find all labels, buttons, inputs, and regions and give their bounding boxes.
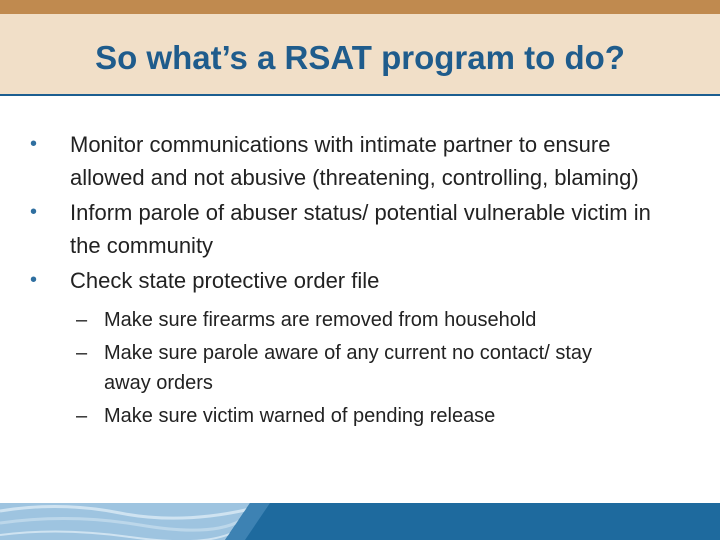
footer-graphic xyxy=(0,503,720,540)
bullet-text: Monitor communications with intimate partner to ensure allowed and not abusive (threatening, controlling, blaming) xyxy=(70,132,639,190)
sub-bullet-text: Make sure parole aware of any current no contact/ stay away orders xyxy=(104,342,593,394)
sub-bullet-list xyxy=(0,305,720,431)
bullet-text: Inform parole of abuser status/ potential vulnerable victim in the community xyxy=(70,200,651,258)
slide-title: So what’s a RSAT program to do? xyxy=(95,39,625,76)
footer-band xyxy=(0,503,720,540)
bullet-item xyxy=(0,128,670,194)
sub-bullet-marker: – xyxy=(76,342,88,364)
top-accent-bar xyxy=(0,0,720,14)
sub-bullet-text: Make sure firearms are removed from household xyxy=(104,309,537,331)
sub-bullet-item xyxy=(0,401,644,431)
page-number: 30 xyxy=(665,480,678,492)
sub-bullet-marker: – xyxy=(76,309,88,331)
title-divider xyxy=(0,94,720,96)
sub-bullet-marker: – xyxy=(76,405,88,427)
sub-bullet-item xyxy=(0,338,644,398)
bullet-item xyxy=(0,264,670,297)
bullet-text: Check state protective order file xyxy=(70,268,380,293)
bullet-marker: • xyxy=(30,133,38,155)
sub-bullet-item xyxy=(0,305,644,335)
bullet-marker: • xyxy=(30,201,38,223)
bullet-item xyxy=(0,196,670,262)
bullet-marker: • xyxy=(30,269,38,291)
slide-content xyxy=(0,128,720,434)
sub-bullet-text: Make sure victim warned of pending release xyxy=(104,405,496,427)
